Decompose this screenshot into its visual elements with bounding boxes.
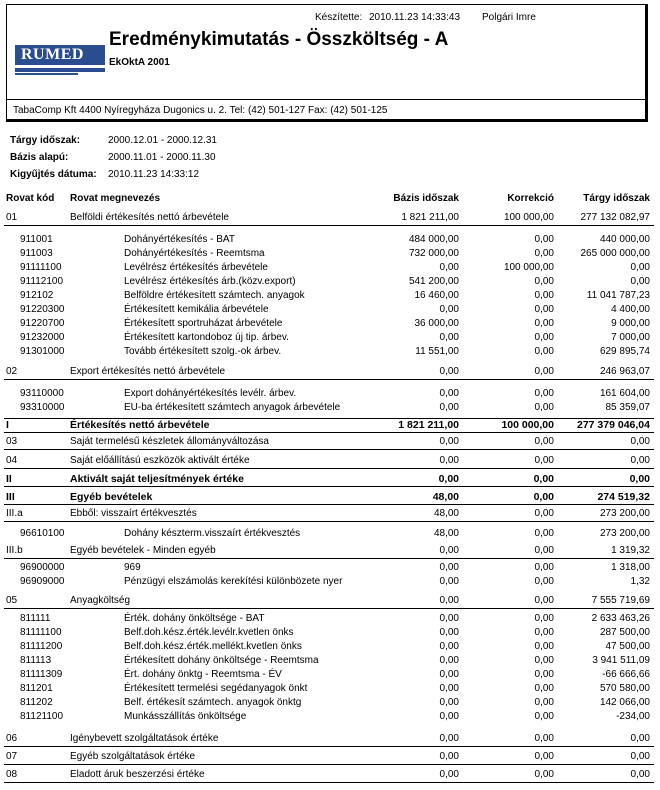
rumed-logo bbox=[15, 45, 105, 77]
row-code: 911001 bbox=[20, 234, 53, 245]
row-correction-value: 0,00 bbox=[534, 683, 554, 694]
row-code: 02 bbox=[6, 366, 18, 377]
row-correction-value: 0,00 bbox=[534, 234, 554, 245]
row-correction-value: 0,00 bbox=[534, 613, 554, 624]
row-base-value: 0,00 bbox=[439, 304, 459, 315]
row-name: Értékesített kartondoboz új tip. árbev. bbox=[124, 332, 289, 343]
report-subtitle: EkOktA 2001 bbox=[109, 57, 170, 68]
row-base-value: 1 821 211,00 bbox=[401, 212, 459, 223]
printed-at: 2010.11.23 14:33:43 bbox=[369, 12, 461, 23]
row-code: 91220700 bbox=[20, 318, 65, 329]
row-code: 93310000 bbox=[20, 402, 65, 413]
row-code: 01 bbox=[6, 212, 18, 223]
row-correction-value: 0,00 bbox=[534, 655, 554, 666]
table-row bbox=[4, 769, 654, 783]
row-correction-value: 0,00 bbox=[534, 290, 554, 301]
row-base-value: 0,00 bbox=[438, 473, 459, 485]
col-corr-header: Korrekció bbox=[507, 193, 554, 204]
row-code: 911003 bbox=[20, 248, 53, 259]
printed-label: Készítette: bbox=[315, 12, 363, 23]
table-row bbox=[4, 669, 654, 682]
table-row bbox=[4, 262, 654, 275]
row-base-value: 11 551,00 bbox=[415, 346, 459, 357]
row-name: Ebből: visszaírt értékvesztés bbox=[70, 508, 197, 519]
col-base-header: Bázis időszak bbox=[393, 193, 459, 204]
row-code: III.b bbox=[6, 545, 23, 556]
row-code: 06 bbox=[6, 733, 18, 744]
row-correction-value: 0,00 bbox=[534, 318, 554, 329]
table-row bbox=[4, 491, 654, 505]
table-row bbox=[4, 212, 654, 226]
row-base-value: 732 000,00 bbox=[408, 248, 459, 259]
row-target-value: 0,00 bbox=[629, 473, 650, 485]
table-row bbox=[4, 655, 654, 668]
row-name: Belföldi értékesítés nettó árbevétele bbox=[70, 212, 229, 223]
row-name: Export dohányértékesítés levélr. árbev. bbox=[124, 388, 297, 399]
base-period: Bázis alapú: 2000.11.01 - 2000.11.30 bbox=[10, 152, 216, 163]
row-target-value: 1 319,32 bbox=[611, 545, 650, 556]
row-name: Tovább értékesített szolg.-ok árbev. bbox=[124, 346, 282, 357]
row-correction-value: 0,00 bbox=[534, 402, 554, 413]
table-row bbox=[4, 290, 654, 303]
row-base-value: 0,00 bbox=[439, 332, 459, 343]
row-target-value: 1 318,00 bbox=[611, 562, 650, 573]
row-name: Belföldre értékesített számtech. anyagok bbox=[124, 290, 305, 301]
report-header bbox=[6, 4, 648, 122]
row-name: Levélrész értékesítés árbevétele bbox=[124, 262, 268, 273]
row-code: 04 bbox=[6, 455, 18, 466]
table-row bbox=[4, 576, 654, 589]
row-correction-value: 0,00 bbox=[534, 641, 554, 652]
row-correction-value: 0,00 bbox=[534, 436, 554, 447]
row-code: III bbox=[6, 491, 15, 503]
row-correction-value: 0,00 bbox=[534, 769, 554, 780]
row-name: Értékesített kemikália árbevétele bbox=[124, 304, 269, 315]
table-row bbox=[4, 595, 654, 609]
row-code: 91111100 bbox=[20, 262, 62, 273]
row-code: 81111200 bbox=[20, 641, 63, 652]
row-code: 96610100 bbox=[20, 528, 65, 539]
table-row bbox=[4, 276, 654, 289]
row-code: 96909000 bbox=[20, 576, 65, 587]
row-target-value: 47 500,00 bbox=[605, 641, 650, 652]
row-code: 912102 bbox=[20, 290, 54, 301]
row-base-value: 0,00 bbox=[439, 683, 459, 694]
row-code: 81111309 bbox=[20, 669, 63, 680]
row-correction-value: 0,00 bbox=[534, 332, 554, 343]
table-row bbox=[4, 346, 654, 359]
col-target-header: Tárgy időszak bbox=[583, 193, 650, 204]
row-code: 91301000 bbox=[20, 346, 65, 357]
row-target-value: 440 000,00 bbox=[599, 234, 650, 245]
row-code: 96900000 bbox=[20, 562, 65, 573]
row-name: Belf.doh.kész.érték.mellékt.kvetlen önks bbox=[124, 641, 302, 652]
row-target-value: 273 200,00 bbox=[599, 528, 650, 539]
row-code: III.a bbox=[6, 508, 23, 519]
row-code: 07 bbox=[6, 751, 18, 762]
row-base-value: 48,00 bbox=[433, 508, 459, 519]
table-row bbox=[4, 366, 654, 380]
row-name: Eladott áruk beszerzési értéke bbox=[70, 769, 205, 780]
row-target-value: 274 519,32 bbox=[597, 491, 650, 503]
row-correction-value: 100 000,00 bbox=[503, 262, 554, 273]
row-correction-value: 100 000,00 bbox=[501, 419, 554, 431]
row-target-value: 0,00 bbox=[630, 751, 650, 762]
row-base-value: 0,00 bbox=[439, 669, 459, 680]
row-name: EU-ba értékesített számtech anyagok árbevétele bbox=[124, 402, 341, 413]
report-title: Eredménykimutatás - Összköltség - A bbox=[109, 29, 449, 50]
row-correction-value: 0,00 bbox=[534, 697, 554, 708]
row-base-value: 0,00 bbox=[439, 595, 459, 606]
row-base-value: 0,00 bbox=[439, 733, 459, 744]
row-correction-value: 0,00 bbox=[534, 304, 554, 315]
row-target-value: 0,00 bbox=[630, 455, 650, 466]
row-base-value: 0,00 bbox=[439, 366, 459, 377]
row-target-value: 9 000,00 bbox=[611, 318, 650, 329]
logo-text: RUMED bbox=[21, 46, 84, 63]
row-code: II bbox=[6, 473, 12, 485]
row-target-value: 0,00 bbox=[630, 436, 650, 447]
row-correction-value: 0,00 bbox=[534, 751, 554, 762]
row-target-value: 570 580,00 bbox=[599, 683, 650, 694]
row-name: Dohányértékesítés - BAT bbox=[124, 234, 235, 245]
row-code: 91232000 bbox=[20, 332, 65, 343]
row-base-value: 48,00 bbox=[433, 528, 459, 539]
row-base-value: 0,00 bbox=[439, 641, 459, 652]
row-name: Export értékesítés nettó árbevétele bbox=[70, 366, 226, 377]
row-name: Belf. értékesít számtech. anyagok önktg bbox=[124, 697, 302, 708]
row-name: Saját előállítású eszközök aktivált értéke bbox=[70, 455, 250, 466]
row-base-value: 0,00 bbox=[439, 262, 459, 273]
row-code: 811202 bbox=[20, 697, 53, 708]
row-code: 03 bbox=[6, 436, 18, 447]
row-code: 91112100 bbox=[20, 276, 64, 287]
row-base-value: 0,00 bbox=[439, 388, 459, 399]
row-target-value: 277 379 046,04 bbox=[577, 419, 650, 431]
table-row bbox=[4, 683, 654, 696]
row-correction-value: 0,00 bbox=[534, 455, 554, 466]
table-row bbox=[4, 528, 654, 541]
row-code: 811113 bbox=[20, 655, 52, 666]
row-correction-value: 0,00 bbox=[534, 545, 554, 556]
row-correction-value: 0,00 bbox=[534, 711, 554, 722]
row-name: Munkásszállítás önköltsége bbox=[124, 711, 247, 722]
row-target-value: 0,00 bbox=[630, 733, 650, 744]
row-correction-value: 0,00 bbox=[534, 576, 554, 587]
row-base-value: 0,00 bbox=[439, 769, 459, 780]
row-correction-value: 0,00 bbox=[534, 346, 554, 357]
row-correction-value: 0,00 bbox=[534, 248, 554, 259]
row-target-value: 277 132 082,97 bbox=[580, 212, 650, 223]
row-base-value: 48,00 bbox=[432, 491, 459, 503]
row-code: 811201 bbox=[20, 683, 53, 694]
row-code: 81111100 bbox=[20, 627, 62, 638]
table-row bbox=[4, 455, 654, 469]
row-target-value: 7 555 719,69 bbox=[591, 595, 650, 606]
row-base-value: 0,00 bbox=[439, 576, 459, 587]
author: Polgári Imre bbox=[482, 12, 536, 23]
table-row bbox=[4, 697, 654, 710]
row-target-value: 4 400,00 bbox=[611, 304, 650, 315]
row-base-value: 0,00 bbox=[439, 751, 459, 762]
row-target-value: -66 666,66 bbox=[602, 669, 650, 680]
row-base-value: 0,00 bbox=[439, 697, 459, 708]
row-target-value: 0,00 bbox=[630, 276, 650, 287]
row-target-value: 142 066,00 bbox=[599, 697, 650, 708]
table-row bbox=[4, 562, 654, 575]
row-correction-value: 0,00 bbox=[534, 669, 554, 680]
row-name: Dohány készterm.visszaírt értékvesztés bbox=[124, 528, 301, 539]
table-row bbox=[4, 711, 654, 724]
row-base-value: 0,00 bbox=[439, 627, 459, 638]
row-target-value: 0,00 bbox=[630, 262, 650, 273]
row-target-value: 161 604,00 bbox=[599, 388, 650, 399]
table-row bbox=[4, 508, 654, 522]
row-correction-value: 0,00 bbox=[534, 562, 554, 573]
row-name: Egyéb szolgáltatások értéke bbox=[70, 751, 196, 762]
row-name: Értékesített dohány önköltsége - Reemtsma bbox=[124, 655, 319, 666]
collected-date: Kigyűjtés dátuma: 2010.11.23 14:33:12 bbox=[10, 169, 200, 180]
subject-period: Tárgy időszak: 2000.12.01 - 2000.12.31 bbox=[10, 135, 217, 146]
table-row bbox=[4, 248, 654, 261]
row-code: 81121100 bbox=[20, 711, 64, 722]
row-target-value: 7 000,00 bbox=[611, 332, 650, 343]
row-base-value: 0,00 bbox=[439, 455, 459, 466]
row-correction-value: 0,00 bbox=[534, 388, 554, 399]
row-base-value: 16 460,00 bbox=[414, 290, 459, 301]
row-target-value: 629 895,74 bbox=[599, 346, 650, 357]
row-target-value: 85 359,07 bbox=[605, 402, 650, 413]
table-row bbox=[4, 436, 654, 450]
row-base-value: 36 000,00 bbox=[414, 318, 459, 329]
row-base-value: 1 821 211,00 bbox=[398, 419, 459, 431]
row-correction-value: 0,00 bbox=[534, 366, 554, 377]
row-code: 08 bbox=[6, 769, 18, 780]
table-row bbox=[4, 627, 654, 640]
row-target-value: -234,00 bbox=[616, 711, 650, 722]
row-name: Levélrész értékesítés árb.(közv.export) bbox=[124, 276, 296, 287]
table-row bbox=[4, 318, 654, 331]
row-name: Egyéb bevételek - Minden egyéb bbox=[70, 545, 216, 556]
row-name: Ért. dohány önktg - Reemtsma - ÉV bbox=[124, 669, 282, 680]
row-name: Értékesített sportruházat árbevétele bbox=[124, 318, 283, 329]
row-base-value: 0,00 bbox=[439, 436, 459, 447]
table-row bbox=[4, 473, 654, 487]
row-correction-value: 0,00 bbox=[534, 276, 554, 287]
table-row bbox=[4, 751, 654, 765]
row-code: 93110000 bbox=[20, 388, 64, 399]
row-name: 969 bbox=[124, 562, 141, 573]
row-code: 811111 bbox=[20, 613, 51, 624]
row-target-value: 246 963,07 bbox=[599, 366, 650, 377]
row-base-value: 0,00 bbox=[439, 711, 459, 722]
row-code: 05 bbox=[6, 595, 18, 606]
row-base-value: 541 200,00 bbox=[408, 276, 459, 287]
row-base-value: 0,00 bbox=[439, 545, 459, 556]
row-name: Dohányértékesítés - Reemtsma bbox=[124, 248, 265, 259]
row-name: Értékesítés nettó árbevétele bbox=[70, 419, 210, 431]
table-row bbox=[4, 388, 654, 401]
row-base-value: 0,00 bbox=[439, 655, 459, 666]
row-target-value: 273 200,00 bbox=[599, 508, 650, 519]
row-correction-value: 0,00 bbox=[534, 627, 554, 638]
row-correction-value: 0,00 bbox=[534, 733, 554, 744]
row-name: Belf.doh.kész.érték.levélr.kvetlen önks bbox=[124, 627, 294, 638]
company-info: TabaComp Kft 4400 Nyíregyháza Dugonics u. 2. Tel: (42) 501-127 Fax: (42) 501-125 bbox=[13, 105, 388, 116]
row-target-value: 2 633 463,26 bbox=[591, 613, 650, 624]
row-name: Értékesített termelési segédanyagok önkt bbox=[124, 683, 308, 694]
row-target-value: 287 500,00 bbox=[599, 627, 650, 638]
table-header bbox=[4, 193, 654, 206]
row-correction-value: 100 000,00 bbox=[503, 212, 554, 223]
table-row bbox=[4, 641, 654, 654]
table-row bbox=[4, 402, 654, 415]
row-target-value: 265 000 000,00 bbox=[580, 248, 650, 259]
row-base-value: 0,00 bbox=[439, 402, 459, 413]
row-correction-value: 0,00 bbox=[534, 508, 554, 519]
row-base-value: 484 000,00 bbox=[408, 234, 459, 245]
table-row bbox=[4, 234, 654, 247]
col-name-header: Rovat megnevezés bbox=[70, 193, 161, 204]
row-name: Igénybevett szolgáltatások értéke bbox=[70, 733, 219, 744]
row-code: I bbox=[6, 419, 9, 431]
table-row bbox=[4, 332, 654, 345]
row-name: Saját termelésű készletek állományváltozása bbox=[70, 436, 269, 447]
table-row bbox=[4, 418, 654, 433]
row-correction-value: 0,00 bbox=[533, 473, 554, 485]
row-target-value: 3 941 511,09 bbox=[592, 655, 650, 666]
row-name: Anyagköltség bbox=[70, 595, 131, 606]
row-base-value: 0,00 bbox=[439, 613, 459, 624]
row-correction-value: 0,00 bbox=[534, 595, 554, 606]
row-target-value: 1,32 bbox=[630, 576, 650, 587]
row-correction-value: 0,00 bbox=[534, 528, 554, 539]
row-code: 91220300 bbox=[20, 304, 65, 315]
table-row bbox=[4, 733, 654, 747]
table-row bbox=[4, 613, 654, 626]
row-base-value: 0,00 bbox=[439, 562, 459, 573]
row-correction-value: 0,00 bbox=[533, 491, 554, 503]
row-name: Aktivált saját teljesítmények értéke bbox=[70, 473, 244, 485]
col-code-header: Rovat kód bbox=[6, 193, 55, 204]
row-target-value: 0,00 bbox=[630, 769, 650, 780]
table-row bbox=[4, 304, 654, 317]
row-name: Pénzügyi elszámolás kerekítési különbözete nyer bbox=[124, 576, 343, 587]
table-row bbox=[4, 545, 654, 559]
row-name: Egyéb bevételek bbox=[70, 491, 153, 503]
row-name: Érték. dohány önköltsége - BAT bbox=[124, 613, 265, 624]
row-target-value: 11 041 787,23 bbox=[586, 290, 650, 301]
